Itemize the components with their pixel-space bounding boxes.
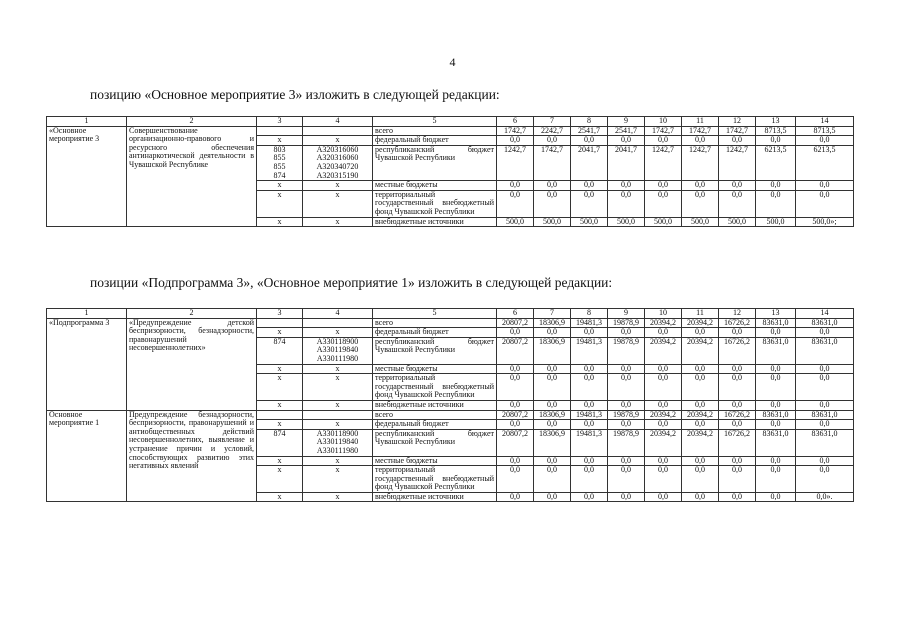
amount-cell-col-9: 2541,7	[608, 126, 645, 136]
amount-cell-col-13: 500,0	[756, 217, 796, 227]
amount-cell-col-8: 0,0	[571, 466, 608, 493]
heading-position-1: позицию «Основное мероприятие 3» изложить в следующей редакции:	[90, 87, 500, 102]
main-event-1-name-cell: Основное мероприятие 1	[47, 410, 127, 502]
column-number-9: 9	[608, 117, 645, 127]
amount-cell-col-11: 0,0	[682, 420, 719, 430]
amount-cell-col-11: 20394,2	[682, 337, 719, 364]
amount-cell-col-7: 500,0	[534, 217, 571, 227]
amount-cell-col-8: 19481,3	[571, 337, 608, 364]
column-number-4: 4	[303, 309, 373, 319]
amount-cell-col-12: 0,0	[719, 492, 756, 502]
amount-cell-col-11: 20394,2	[682, 429, 719, 456]
amount-cell-col-13: 0,0	[756, 420, 796, 430]
amount-cell-col-7: 0,0	[534, 181, 571, 191]
funding-source-cell: всего	[373, 126, 497, 136]
amount-cell-col-9: 0,0	[608, 456, 645, 466]
amount-cell-col-6: 0,0	[497, 374, 534, 401]
amount-cell-col-14: 6213,5	[796, 145, 854, 180]
amount-cell-col-8: 0,0	[571, 492, 608, 502]
executor-code-cell: x	[257, 374, 303, 401]
amount-cell-col-14: 0,0	[796, 400, 854, 410]
column-number-12: 12	[719, 117, 756, 127]
amount-cell-col-7: 0,0	[534, 364, 571, 374]
main-event-1-title-cell: Предупреждение безнадзорности, беспризорности, правонарушений и антиобщественных действий несовершеннолетних, выявление и устранение причин и условий, способствующих развитию этих негативных явлений	[127, 410, 257, 502]
amount-cell-col-12: 0,0	[719, 420, 756, 430]
budget-class-code-cell	[303, 410, 373, 420]
amount-cell-col-12: 1242,7	[719, 145, 756, 180]
amount-cell-col-14: 500,0»;	[796, 217, 854, 227]
amount-cell-col-11: 20394,2	[682, 318, 719, 328]
amount-cell-col-13: 0,0	[756, 190, 796, 217]
funding-source-cell: внебюджетные источники	[373, 217, 497, 227]
amount-cell-col-7: 0,0	[534, 466, 571, 493]
column-number-8: 8	[571, 309, 608, 319]
amount-cell-col-9: 500,0	[608, 217, 645, 227]
amount-cell-col-10: 0,0	[645, 400, 682, 410]
column-number-13: 13	[756, 309, 796, 319]
amount-cell-col-14: 8713,5	[796, 126, 854, 136]
budget-class-code-cell: x	[303, 181, 373, 191]
funding-source-cell: федеральный бюджет	[373, 136, 497, 146]
amount-cell-col-9: 0,0	[608, 400, 645, 410]
amount-cell-col-9: 19878,9	[608, 429, 645, 456]
budget-class-code-cell: А330118900 А330119840 А330111980	[303, 337, 373, 364]
amount-cell-col-7: 2242,7	[534, 126, 571, 136]
page-number: 4	[449, 55, 456, 69]
column-number-3: 3	[257, 309, 303, 319]
funding-source-cell: территориальный государственный внебюджетный фонд Чувашской Республики	[373, 190, 497, 217]
amount-cell-col-6: 0,0	[497, 456, 534, 466]
column-number-5: 5	[373, 117, 497, 127]
column-number-11: 11	[682, 309, 719, 319]
amount-cell-col-10: 20394,2	[645, 337, 682, 364]
amount-cell-col-12: 16726,2	[719, 429, 756, 456]
amount-cell-col-7: 18306,9	[534, 318, 571, 328]
column-number-2: 2	[127, 309, 257, 319]
amount-cell-col-10: 0,0	[645, 364, 682, 374]
budget-class-code-cell: x	[303, 190, 373, 217]
amount-cell-col-12: 0,0	[719, 456, 756, 466]
table-header-row	[47, 309, 854, 319]
amount-cell-col-6: 500,0	[497, 217, 534, 227]
amount-cell-col-6: 0,0	[497, 181, 534, 191]
amount-cell-col-7: 0,0	[534, 456, 571, 466]
amount-cell-col-6: 20807,2	[497, 318, 534, 328]
amount-cell-col-8: 19481,3	[571, 410, 608, 420]
amount-cell-col-10: 20394,2	[645, 318, 682, 328]
amount-cell-col-10: 500,0	[645, 217, 682, 227]
amount-cell-col-12: 0,0	[719, 466, 756, 493]
amount-cell-col-12: 0,0	[719, 364, 756, 374]
budget-class-code-cell	[303, 126, 373, 136]
amount-cell-col-7: 0,0	[534, 492, 571, 502]
amount-cell-col-6: 0,0	[497, 420, 534, 430]
amount-cell-col-6: 0,0	[497, 328, 534, 338]
amount-cell-col-6: 0,0	[497, 492, 534, 502]
executor-code-cell: x	[257, 364, 303, 374]
amount-cell-col-9: 0,0	[608, 136, 645, 146]
budget-class-code-cell: x	[303, 136, 373, 146]
amount-cell-col-10: 20394,2	[645, 410, 682, 420]
funding-source-cell: всего	[373, 410, 497, 420]
amount-cell-col-12: 16726,2	[719, 410, 756, 420]
amount-cell-col-8: 0,0	[571, 364, 608, 374]
amount-cell-col-8: 19481,3	[571, 429, 608, 456]
amount-cell-col-9: 0,0	[608, 420, 645, 430]
amount-cell-col-9: 0,0	[608, 181, 645, 191]
column-number-14: 14	[796, 117, 854, 127]
amount-cell-col-14: 0,0».	[796, 492, 854, 502]
amount-cell-col-6: 0,0	[497, 190, 534, 217]
funding-source-cell: внебюджетные источники	[373, 492, 497, 502]
amount-cell-col-13: 6213,5	[756, 145, 796, 180]
amount-cell-col-11: 500,0	[682, 217, 719, 227]
executor-code-cell: 874	[257, 429, 303, 456]
amount-cell-col-13: 0,0	[756, 400, 796, 410]
column-number-1: 1	[47, 309, 127, 319]
amount-cell-col-13: 83631,0	[756, 318, 796, 328]
amount-cell-col-10: 0,0	[645, 136, 682, 146]
executor-code-cell: x	[257, 217, 303, 227]
amount-cell-col-10: 0,0	[645, 420, 682, 430]
amount-cell-col-7: 18306,9	[534, 429, 571, 456]
amount-cell-col-14: 0,0	[796, 420, 854, 430]
amount-cell-col-11: 0,0	[682, 190, 719, 217]
amount-cell-col-14: 0,0	[796, 456, 854, 466]
column-number-6: 6	[497, 309, 534, 319]
table-row	[47, 318, 854, 328]
funding-source-cell: местные бюджеты	[373, 181, 497, 191]
executor-code-cell: x	[257, 492, 303, 502]
amount-cell-col-11: 0,0	[682, 364, 719, 374]
column-number-1: 1	[47, 117, 127, 127]
executor-code-cell: 874	[257, 337, 303, 364]
main-event-3-title-cell: Совершенствование организационно-правового и ресурсного обеспечения антинаркотической деятельности в Чувашской Республике	[127, 126, 257, 227]
table-header-row	[47, 117, 854, 127]
amount-cell-col-9: 0,0	[608, 190, 645, 217]
column-number-2: 2	[127, 117, 257, 127]
table-subprogram-3	[46, 308, 854, 502]
amount-cell-col-14: 0,0	[796, 190, 854, 217]
table-row	[47, 410, 854, 420]
amount-cell-col-14: 83631,0	[796, 429, 854, 456]
amount-cell-col-12: 0,0	[719, 136, 756, 146]
amount-cell-col-6: 1242,7	[497, 145, 534, 180]
funding-source-cell: территориальный государственный внебюджетный фонд Чувашской Республики	[373, 466, 497, 493]
executor-code-cell	[257, 318, 303, 328]
amount-cell-col-7: 0,0	[534, 374, 571, 401]
amount-cell-col-7: 1742,7	[534, 145, 571, 180]
funding-source-cell: территориальный государственный внебюджетный фонд Чувашской Республики	[373, 374, 497, 401]
amount-cell-col-10: 0,0	[645, 181, 682, 191]
amount-cell-col-13: 0,0	[756, 328, 796, 338]
amount-cell-col-8: 0,0	[571, 374, 608, 401]
amount-cell-col-10: 1742,7	[645, 126, 682, 136]
executor-code-cell: x	[257, 466, 303, 493]
column-number-10: 10	[645, 309, 682, 319]
amount-cell-col-9: 19878,9	[608, 410, 645, 420]
budget-class-code-cell: А320316060 А320316060 А320340720 А320315190	[303, 145, 373, 180]
amount-cell-col-9: 19878,9	[608, 318, 645, 328]
amount-cell-col-8: 0,0	[571, 181, 608, 191]
executor-code-cell: x	[257, 328, 303, 338]
amount-cell-col-12: 500,0	[719, 217, 756, 227]
amount-cell-col-12: 0,0	[719, 328, 756, 338]
amount-cell-col-8: 0,0	[571, 456, 608, 466]
amount-cell-col-14: 0,0	[796, 466, 854, 493]
amount-cell-col-8: 0,0	[571, 328, 608, 338]
executor-code-cell: x	[257, 456, 303, 466]
executor-code-cell	[257, 126, 303, 136]
amount-cell-col-7: 18306,9	[534, 337, 571, 364]
funding-source-cell: местные бюджеты	[373, 456, 497, 466]
budget-class-code-cell: x	[303, 466, 373, 493]
amount-cell-col-9: 19878,9	[608, 337, 645, 364]
amount-cell-col-10: 0,0	[645, 190, 682, 217]
amount-cell-col-10: 20394,2	[645, 429, 682, 456]
amount-cell-col-6: 0,0	[497, 364, 534, 374]
amount-cell-col-11: 0,0	[682, 400, 719, 410]
amount-cell-col-13: 0,0	[756, 136, 796, 146]
funding-source-cell: внебюджетные источники	[373, 400, 497, 410]
executor-code-cell: x	[257, 181, 303, 191]
amount-cell-col-13: 0,0	[756, 466, 796, 493]
amount-cell-col-13: 0,0	[756, 364, 796, 374]
amount-cell-col-14: 0,0	[796, 328, 854, 338]
column-number-4: 4	[303, 117, 373, 127]
amount-cell-col-7: 0,0	[534, 190, 571, 217]
amount-cell-col-9: 0,0	[608, 374, 645, 401]
heading-position-2: позиции «Подпрограмма 3», «Основное мероприятие 1» изложить в следующей редакции:	[90, 275, 613, 290]
amount-cell-col-10: 0,0	[645, 466, 682, 493]
budget-class-code-cell: x	[303, 328, 373, 338]
amount-cell-col-6: 1742,7	[497, 126, 534, 136]
amount-cell-col-6: 0,0	[497, 400, 534, 410]
subprogram-3-name-cell: «Подпрограмма 3	[47, 318, 127, 410]
amount-cell-col-12: 0,0	[719, 181, 756, 191]
column-number-9: 9	[608, 309, 645, 319]
amount-cell-col-14: 83631,0	[796, 318, 854, 328]
amount-cell-col-11: 0,0	[682, 456, 719, 466]
funding-source-cell: федеральный бюджет	[373, 328, 497, 338]
amount-cell-col-7: 0,0	[534, 136, 571, 146]
amount-cell-col-11: 0,0	[682, 181, 719, 191]
budget-class-code-cell: x	[303, 400, 373, 410]
executor-code-cell	[257, 410, 303, 420]
budget-class-code-cell: А330118900 А330119840 А330111980	[303, 429, 373, 456]
amount-cell-col-13: 0,0	[756, 492, 796, 502]
amount-cell-col-10: 0,0	[645, 374, 682, 401]
executor-code-cell: 803 855 855 874	[257, 145, 303, 180]
amount-cell-col-9: 0,0	[608, 466, 645, 493]
amount-cell-col-10: 0,0	[645, 456, 682, 466]
budget-class-code-cell: x	[303, 420, 373, 430]
column-number-11: 11	[682, 117, 719, 127]
amount-cell-col-8: 0,0	[571, 136, 608, 146]
budget-class-code-cell: x	[303, 217, 373, 227]
executor-code-cell: x	[257, 420, 303, 430]
column-number-6: 6	[497, 117, 534, 127]
amount-cell-col-11: 0,0	[682, 136, 719, 146]
amount-cell-col-13: 8713,5	[756, 126, 796, 136]
amount-cell-col-6: 20807,2	[497, 337, 534, 364]
amount-cell-col-8: 2541,7	[571, 126, 608, 136]
amount-cell-col-6: 20807,2	[497, 429, 534, 456]
amount-cell-col-12: 0,0	[719, 374, 756, 401]
amount-cell-col-11: 0,0	[682, 374, 719, 401]
amount-cell-col-12: 0,0	[719, 190, 756, 217]
amount-cell-col-14: 0,0	[796, 374, 854, 401]
amount-cell-col-9: 0,0	[608, 364, 645, 374]
column-number-3: 3	[257, 117, 303, 127]
column-number-7: 7	[534, 117, 571, 127]
funding-source-cell: республиканский бюджет Чувашской Республики	[373, 145, 497, 180]
executor-code-cell: x	[257, 190, 303, 217]
column-number-13: 13	[756, 117, 796, 127]
column-number-5: 5	[373, 309, 497, 319]
amount-cell-col-9: 0,0	[608, 328, 645, 338]
funding-source-cell: всего	[373, 318, 497, 328]
funding-source-cell: федеральный бюджет	[373, 420, 497, 430]
amount-cell-col-8: 500,0	[571, 217, 608, 227]
amount-cell-col-12: 16726,2	[719, 318, 756, 328]
amount-cell-col-14: 0,0	[796, 181, 854, 191]
amount-cell-col-13: 83631,0	[756, 410, 796, 420]
column-number-12: 12	[719, 309, 756, 319]
amount-cell-col-8: 0,0	[571, 190, 608, 217]
amount-cell-col-12: 1742,7	[719, 126, 756, 136]
amount-cell-col-13: 0,0	[756, 374, 796, 401]
amount-cell-col-14: 83631,0	[796, 337, 854, 364]
amount-cell-col-14: 0,0	[796, 364, 854, 374]
amount-cell-col-7: 0,0	[534, 420, 571, 430]
amount-cell-col-11: 0,0	[682, 492, 719, 502]
amount-cell-col-14: 0,0	[796, 136, 854, 146]
amount-cell-col-7: 18306,9	[534, 410, 571, 420]
amount-cell-col-8: 2041,7	[571, 145, 608, 180]
amount-cell-col-10: 0,0	[645, 328, 682, 338]
amount-cell-col-14: 83631,0	[796, 410, 854, 420]
column-number-7: 7	[534, 309, 571, 319]
table-row	[47, 126, 854, 136]
subprogram-3-title-cell: «Предупреждение детской беспризорности, безнадзорности, правонарушений несовершеннолетних»	[127, 318, 257, 410]
budget-class-code-cell: x	[303, 374, 373, 401]
amount-cell-col-11: 0,0	[682, 466, 719, 493]
amount-cell-col-13: 0,0	[756, 456, 796, 466]
amount-cell-col-8: 0,0	[571, 400, 608, 410]
column-number-8: 8	[571, 117, 608, 127]
main-event-3-name-cell: «Основное мероприятие 3	[47, 126, 127, 227]
amount-cell-col-12: 0,0	[719, 400, 756, 410]
amount-cell-col-7: 0,0	[534, 328, 571, 338]
funding-source-cell: республиканский бюджет Чувашской Республики	[373, 429, 497, 456]
amount-cell-col-9: 0,0	[608, 492, 645, 502]
budget-class-code-cell: x	[303, 492, 373, 502]
budget-class-code-cell: x	[303, 364, 373, 374]
amount-cell-col-13: 83631,0	[756, 429, 796, 456]
amount-cell-col-11: 1242,7	[682, 145, 719, 180]
column-number-10: 10	[645, 117, 682, 127]
amount-cell-col-8: 0,0	[571, 420, 608, 430]
amount-cell-col-9: 2041,7	[608, 145, 645, 180]
executor-code-cell: x	[257, 136, 303, 146]
amount-cell-col-11: 1742,7	[682, 126, 719, 136]
budget-class-code-cell: x	[303, 456, 373, 466]
funding-source-cell: местные бюджеты	[373, 364, 497, 374]
amount-cell-col-13: 83631,0	[756, 337, 796, 364]
amount-cell-col-8: 19481,3	[571, 318, 608, 328]
funding-source-cell: республиканский бюджет Чувашской Республики	[373, 337, 497, 364]
amount-cell-col-11: 20394,2	[682, 410, 719, 420]
amount-cell-col-6: 0,0	[497, 466, 534, 493]
amount-cell-col-10: 0,0	[645, 492, 682, 502]
amount-cell-col-6: 20807,2	[497, 410, 534, 420]
budget-class-code-cell	[303, 318, 373, 328]
amount-cell-col-10: 1242,7	[645, 145, 682, 180]
column-number-14: 14	[796, 309, 854, 319]
executor-code-cell: x	[257, 400, 303, 410]
table-main-event-3	[46, 116, 854, 227]
amount-cell-col-11: 0,0	[682, 328, 719, 338]
amount-cell-col-13: 0,0	[756, 181, 796, 191]
amount-cell-col-12: 16726,2	[719, 337, 756, 364]
amount-cell-col-6: 0,0	[497, 136, 534, 146]
amount-cell-col-7: 0,0	[534, 400, 571, 410]
